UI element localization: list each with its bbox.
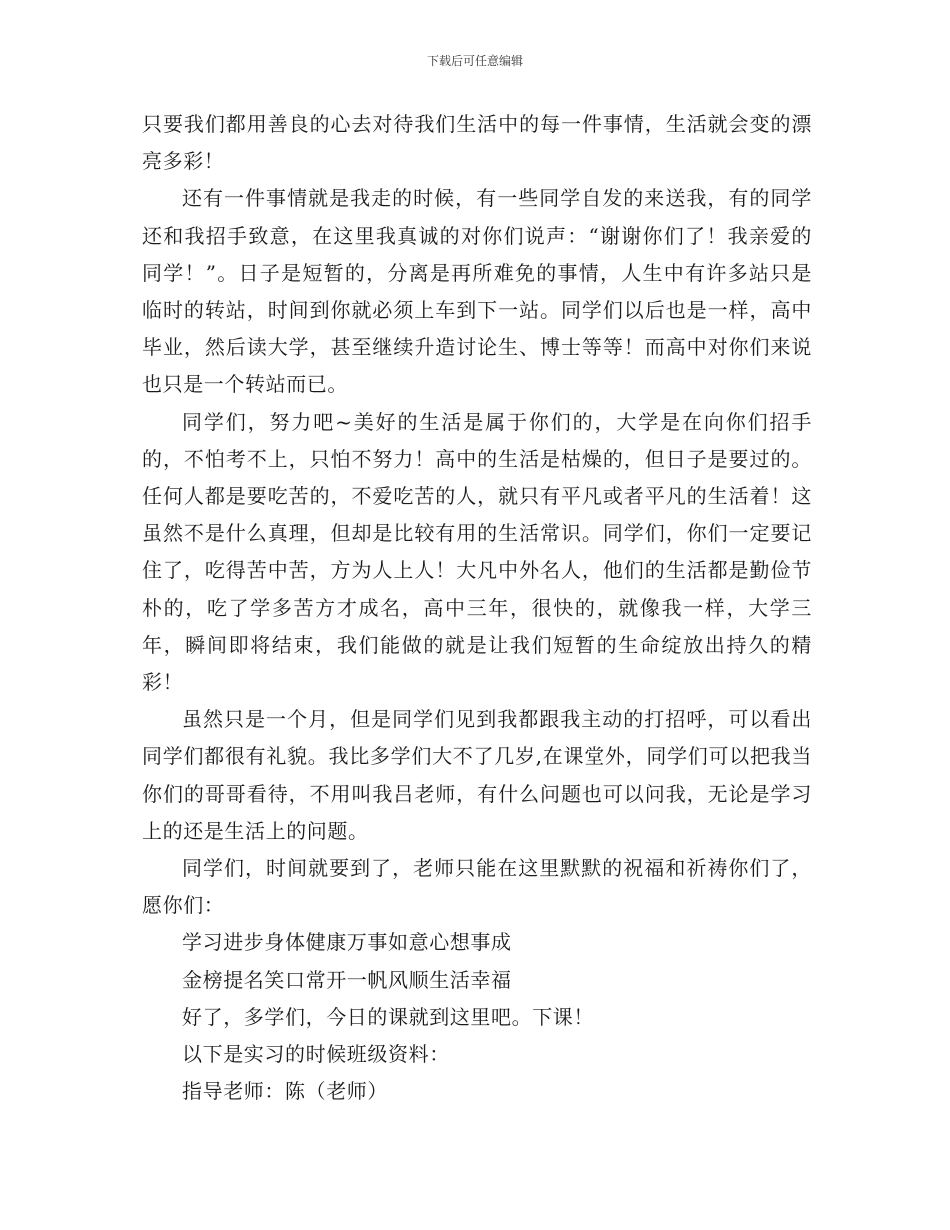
supervisor-line: 指导老师：陈（老师） (182, 1079, 388, 1104)
class-info-intro: 以下是实习的时候班级资料： (182, 1042, 450, 1067)
paragraph-farewell-thanks: 还有一件事情就是我走的时候，有一些同学自发的来送我，有的同学还和我招手致意，在这里我真诚的对你们说声：“谢谢你们了！我亲爱的同学！”。日子是短暂的，分离是再所难免的事情，人生中有许多站只是临时的转站，时间到你就必须上车到下一站。同学们以后也是一样，高中毕业，然后读大学，甚至继续升造讨论生、博士等等！而高中对你们来说也只是一个转站而已。 (142, 186, 812, 397)
paragraph-blessing-intro: 同学们，时间就要到了，老师只能在这里默默的祝福和祈祷你们了，愿你们： (142, 856, 812, 918)
page-header: 下载后可任意编辑 (426, 54, 523, 68)
paragraph-politeness: 虽然只是一个月，但是同学们见到我都跟我主动的打招呼，可以看出同学们都很有礼貌。我比多学们大不了几岁,在课堂外，同学们可以把我当你们的哥哥看待，不用叫我吕老师，有什么问题也可以问我，无论是学习上的还是生活上的问题。 (142, 707, 812, 843)
paragraph-encouragement: 同学们，努力吧~美好的生活是属于你们的，大学是在向你们招手的，不怕考不上，只怕不努力！高中的生活是枯燥的，但日子是要过的。任何人都是要吃苦的，不爱吃苦的人，就只有平凡或者平凡的生活着！这虽然不是什么真理，但却是比较有用的生活常识。同学们，你们一定要记住了，吃得苦中苦，方为人上人！大凡中外名人，他们的生活都是勤俭节朴的，吃了学多苦方才成名，高中三年，很快的，就像我一样，大学三年，瞬间即将结束，我们能做的就是让我们短暂的生命绽放出持久的精彩！ (142, 409, 812, 695)
class-dismissed-line: 好了，多学们，今日的课就到这里吧。下课！ (182, 1004, 594, 1029)
paragraph-life-colorful: 只要我们都用善良的心去对待我们生活中的每一件事情，生活就会变的漂亮多彩！ (142, 112, 812, 174)
blessing-line-1: 学习进步身体健康万事如意心想事成 (182, 930, 512, 955)
document-body (142, 106, 812, 1110)
blessing-line-2: 金榜提名笑口常开一帆风顺生活幸福 (182, 967, 512, 992)
